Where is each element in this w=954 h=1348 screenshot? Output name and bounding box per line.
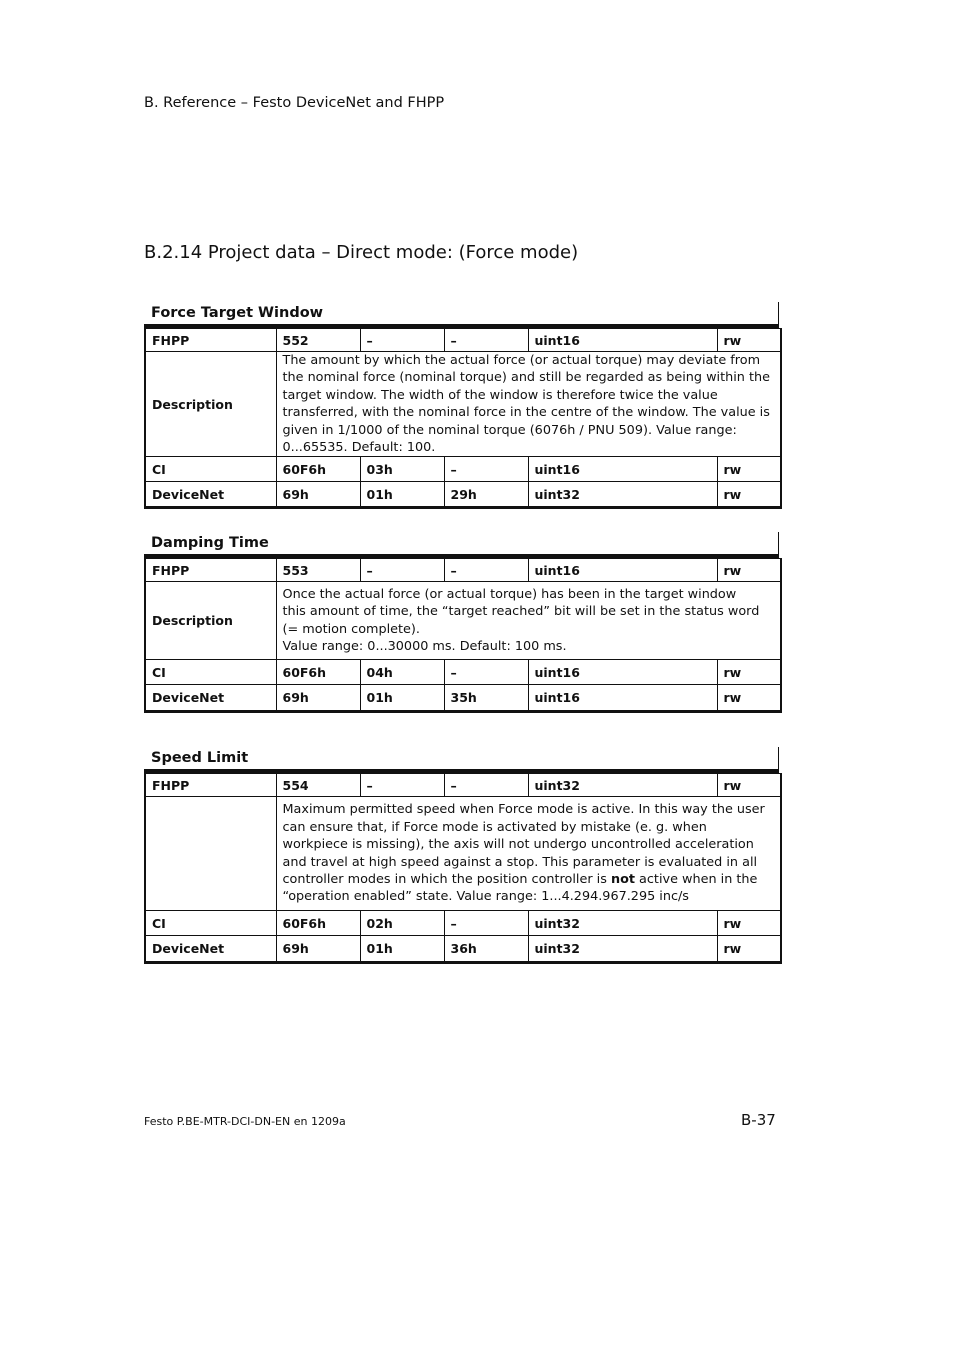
description-text	[276, 797, 781, 911]
cell: 60F6h	[276, 911, 360, 936]
description-row	[145, 352, 781, 457]
footer-doc-id: Festo P.BE-MTR-DCI-DN-EN en 1209a	[144, 1115, 346, 1128]
description-row	[145, 797, 781, 911]
description-text-part: Maximum permitted speed when Force mode is active. In this way the user can ensure that, if Force mode is activated by mistake (e. g. when workpiece is missing), the axis will not undergo uncontrolled acceleration and travel at high speed against a stop. This parameter is evaluated in all controller modes in which the position controller is	[282, 802, 765, 887]
row-label: CI	[145, 911, 276, 936]
cell: rw	[717, 457, 781, 482]
cell: 554	[276, 774, 360, 797]
row-label: Description	[145, 352, 276, 457]
cell: 69h	[276, 685, 360, 712]
cell: rw	[717, 482, 781, 508]
cell: uint16	[528, 559, 717, 582]
section-title: B.2.14 Project data – Direct mode: (Force mode)	[144, 242, 579, 263]
cell: uint32	[528, 774, 717, 797]
description-text: The amount by which the actual force (or actual torque) may deviate from the nominal force (nominal torque) and still be regarded as being within the target window. The width of the window is therefore twice the value transferred, with the nominal force in the centre of the window. The value is given in 1/1000 of the nominal torque (6076h / PNU 509). Value range: 0...65535. Default: 100.	[276, 352, 781, 457]
ci-row	[145, 660, 781, 685]
fhpp-row	[145, 329, 781, 352]
param-table-speed-limit	[144, 747, 780, 964]
fhpp-row	[145, 774, 781, 797]
row-label: DeviceNet	[145, 482, 276, 508]
cell: 04h	[360, 660, 444, 685]
cell: uint32	[528, 936, 717, 963]
ci-row	[145, 457, 781, 482]
cell: –	[444, 660, 528, 685]
row-label: FHPP	[145, 329, 276, 352]
cell: –	[360, 774, 444, 797]
cell: 29h	[444, 482, 528, 508]
cell: rw	[717, 329, 781, 352]
cell: uint32	[528, 911, 717, 936]
cell: uint16	[528, 660, 717, 685]
cell: rw	[717, 559, 781, 582]
cell: rw	[717, 911, 781, 936]
cell: 02h	[360, 911, 444, 936]
cell: –	[444, 911, 528, 936]
cell: rw	[717, 660, 781, 685]
cell: –	[360, 329, 444, 352]
description-row	[145, 582, 781, 660]
param-table-damping-time	[144, 532, 780, 713]
param-title: Damping Time	[144, 532, 779, 558]
row-label: Description	[145, 582, 276, 660]
cell: uint16	[528, 685, 717, 712]
param-table-force-target-window	[144, 302, 780, 509]
cell: uint32	[528, 482, 717, 508]
row-label: CI	[145, 660, 276, 685]
row-label: DeviceNet	[145, 936, 276, 963]
row-label: CI	[145, 457, 276, 482]
cell: rw	[717, 774, 781, 797]
cell: –	[444, 559, 528, 582]
cell: uint16	[528, 329, 717, 352]
cell: uint16	[528, 457, 717, 482]
row-label: DeviceNet	[145, 685, 276, 712]
cell: 553	[276, 559, 360, 582]
cell: 69h	[276, 936, 360, 963]
cell: –	[444, 774, 528, 797]
param-title: Force Target Window	[144, 302, 779, 328]
description-text	[276, 582, 781, 660]
row-label	[145, 797, 276, 911]
ci-row	[145, 911, 781, 936]
cell: –	[444, 457, 528, 482]
description-line: Value range: 0...30000 ms. Default: 100 ms.	[282, 638, 567, 654]
description-emphasis: not	[610, 871, 635, 887]
param-title: Speed Limit	[144, 747, 779, 773]
cell: rw	[717, 936, 781, 963]
cell: 01h	[360, 936, 444, 963]
row-label: FHPP	[145, 559, 276, 582]
cell: 03h	[360, 457, 444, 482]
devicenet-row	[145, 482, 781, 508]
description-line: this amount of time, the “target reached” bit will be set in the status word	[282, 604, 760, 620]
cell: 69h	[276, 482, 360, 508]
cell: 01h	[360, 685, 444, 712]
cell: 60F6h	[276, 457, 360, 482]
devicenet-row	[145, 685, 781, 712]
page-number: B-37	[741, 1111, 776, 1129]
cell: rw	[717, 685, 781, 712]
cell: –	[444, 329, 528, 352]
fhpp-row	[145, 559, 781, 582]
cell: 01h	[360, 482, 444, 508]
cell: 35h	[444, 685, 528, 712]
cell: –	[360, 559, 444, 582]
running-head: B. Reference – Festo DeviceNet and FHPP	[144, 95, 445, 111]
cell: 36h	[444, 936, 528, 963]
cell: 552	[276, 329, 360, 352]
cell: 60F6h	[276, 660, 360, 685]
description-line: (= motion complete).	[282, 621, 420, 637]
description-line: Once the actual force (or actual torque) has been in the target window	[282, 586, 737, 602]
description-text-part: active when in the “operation enabled” state. Value range: 1...4.294.967.295 inc/s	[282, 871, 758, 905]
devicenet-row	[145, 936, 781, 963]
row-label: FHPP	[145, 774, 276, 797]
